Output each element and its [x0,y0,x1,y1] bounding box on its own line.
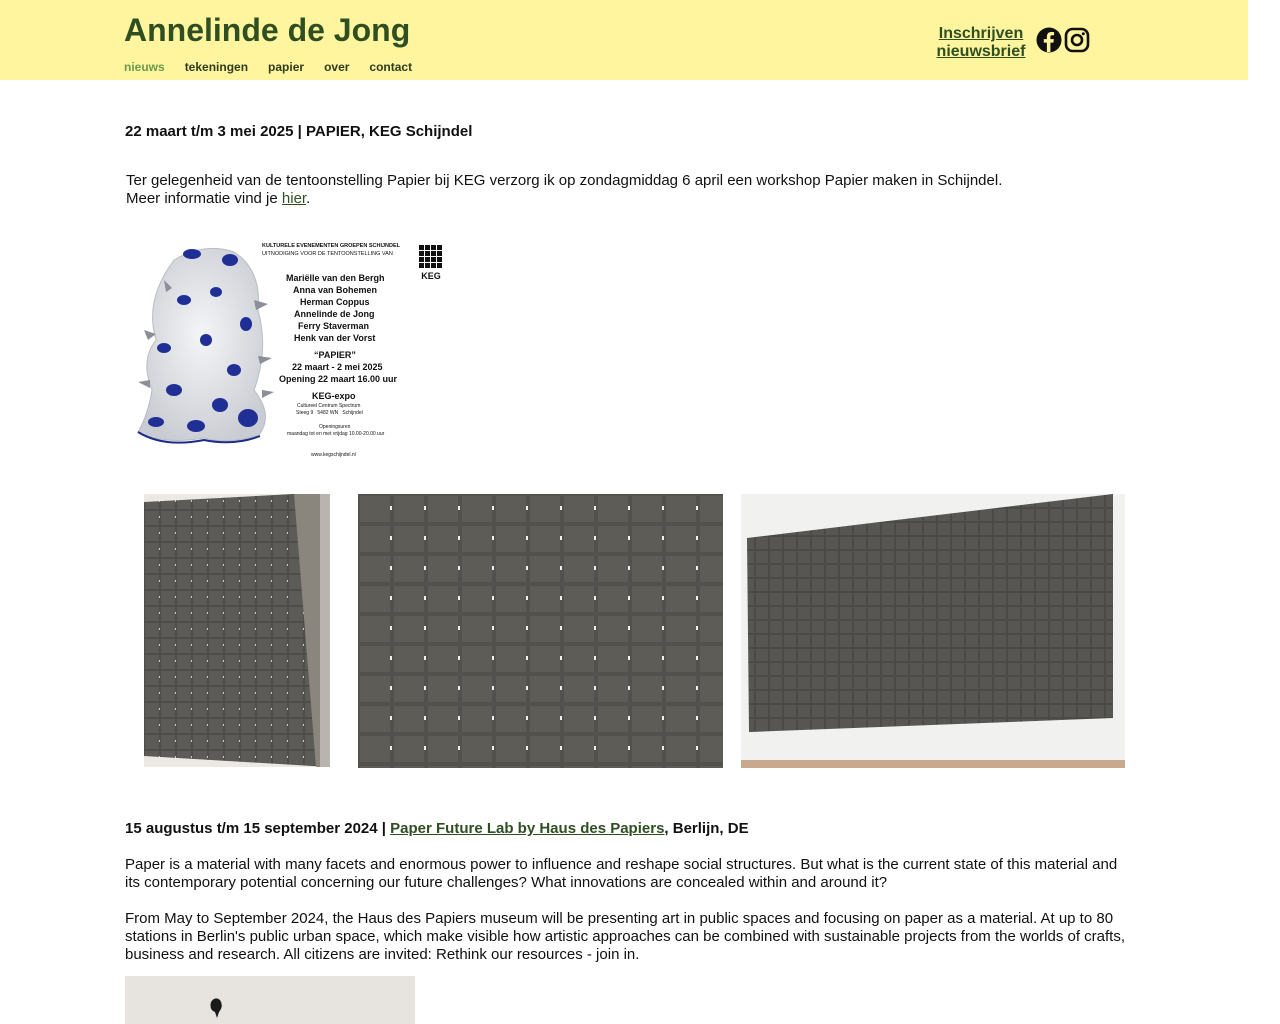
paper-future-lab-link[interactable]: Paper Future Lab by Haus des Papiers [390,820,665,837]
newsletter-line-2: nieuwsbrief [936,43,1026,60]
instagram-icon[interactable] [1064,27,1090,53]
post-text-prefix: Meer informatie vind je [126,190,282,207]
nav-item-nieuws[interactable]: nieuws [124,60,165,74]
poster-artist: Herman Coppus [300,297,370,307]
post-title: 22 maart t/m 3 mei 2025 | PAPIER, KEG Schijndel [125,123,473,140]
poster-subheader: UITNODIGING VOOR DE TENTOONSTELLING VAN [262,251,393,257]
poster-show-title: “PAPIER” [314,350,356,360]
post-text: Paper is a material with many facets and enormous power to influence and reshape social structures. But what is the current state of this material and its contemporary potential concerning our future challenges? What innovations are concealed within and around it? [125,856,1118,891]
poster-hours-label: Openingsuren [319,424,351,430]
more-info-link[interactable]: hier [281,190,307,207]
nav-item-papier[interactable]: papier [268,60,305,74]
artwork-photo[interactable] [741,494,1125,768]
newsletter-line-1: Inschrijven [938,25,1024,42]
artwork-photo[interactable] [358,494,723,768]
keg-logo-text: KEG [421,271,441,281]
poster-hours: maandag tot en met vrijdag 10.00-20.00 uur [287,431,385,437]
artwork-photo-image [358,494,723,768]
nav-item-tekeningen[interactable]: tekeningen [184,60,249,74]
post-title-suffix: , Berlijn, DE [664,820,749,837]
post-text: From May to September 2024, the Haus des Papiers museum will be presenting art in public spaces and focusing on paper as a material. At up to 80 stations in Berlin's public urban space, which make visible how artistic approaches can be combined with sustainable projects from the worlds of crafts, business and research. All citizens are invited: Rethink our resources - join in. [125,910,1126,963]
paper-sculpture-image [134,240,274,462]
post-text-suffix: . [306,190,311,207]
poster-url: www.kegschijndel.nl [311,452,356,458]
social-links [1036,27,1090,53]
artwork-photo[interactable] [125,976,415,1024]
site-header [0,0,1248,80]
poster-dates: 22 maart - 2 mei 2025 [292,362,383,372]
poster-artist: Ferry Staverman [298,321,370,331]
poster-artist: Annelinde de Jong [294,309,375,319]
post-title-prefix: 15 augustus t/m 15 september 2024 | [125,820,391,837]
main-nav [124,60,432,74]
post-text-line: Ter gelegenheid van de tentoonstelling Papier bij KEG verzorg ik op zondagmiddag 6 april een workshop Papier maken in Schijndel. [126,172,1003,189]
poster-artist: Anna van Bohemen [293,285,378,295]
artwork-photo-image [125,976,415,1024]
artwork-photo-image [741,494,1125,768]
newsletter-signup-link[interactable] [926,25,1036,61]
poster-venue: KEG-expo [312,391,356,401]
poster-venue-2: Cultureel Centrum Spectrum [297,403,361,409]
poster-address: Steeg 9 5482 WN Schijndel [296,410,363,416]
exhibition-poster[interactable] [134,240,446,462]
site-title[interactable]: Annelinde de Jong [124,12,411,48]
facebook-icon[interactable] [1036,27,1062,53]
keg-logo [419,245,443,281]
poster-artist: Henk van der Vorst [294,333,376,343]
artwork-photo[interactable] [144,494,330,767]
post-text [126,172,1002,208]
nav-item-over[interactable]: over [324,60,350,74]
nav-item-contact[interactable]: contact [369,60,413,74]
poster-artist: Mariëlle van den Bergh [286,273,385,283]
post-title [125,820,749,837]
artwork-photo-image [144,494,330,767]
poster-opening: Opening 22 maart 16.00 uur [279,374,398,384]
poster-header: KULTURELE EVENEMENTEN GROEPEN SCHIJNDEL [262,243,401,249]
